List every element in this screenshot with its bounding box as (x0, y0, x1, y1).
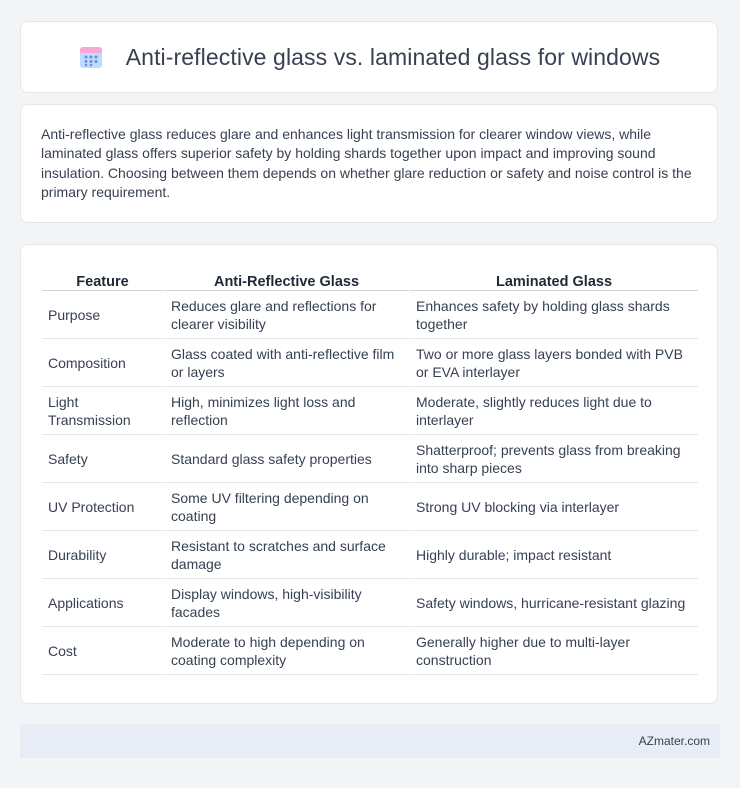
row-anti-reflective-value: Reduces glare and reflections for clearer visibility (163, 291, 408, 339)
table-row (42, 435, 698, 483)
table-row (42, 387, 698, 435)
table-header-row (42, 267, 698, 291)
column-header-feature: Feature (42, 267, 163, 291)
table-row (42, 531, 698, 579)
table-row (42, 339, 698, 387)
row-anti-reflective-value: Resistant to scratches and surface damage (163, 531, 408, 579)
table-row (42, 579, 698, 627)
comparison-table (42, 267, 698, 675)
row-feature: Purpose (42, 291, 163, 339)
row-feature: Durability (42, 531, 163, 579)
row-anti-reflective-value: Moderate to high depending on coating complexity (163, 627, 408, 675)
row-laminated-value: Safety windows, hurricane-resistant glazing (408, 579, 698, 627)
column-header-laminated: Laminated Glass (408, 267, 698, 291)
page-title: Anti-reflective glass vs. laminated glass for windows (125, 43, 661, 70)
row-feature: UV Protection (42, 483, 163, 531)
row-laminated-value: Generally higher due to multi-layer construction (408, 627, 698, 675)
footer-bar (20, 724, 720, 758)
row-feature: Composition (42, 339, 163, 387)
row-feature: Cost (42, 627, 163, 675)
table-row (42, 483, 698, 531)
column-header-anti-reflective: Anti-Reflective Glass (163, 267, 408, 291)
comparison-card (20, 244, 718, 704)
row-anti-reflective-value: Display windows, high-visibility facades (163, 579, 408, 627)
row-anti-reflective-value: Standard glass safety properties (163, 435, 408, 483)
calendar-grid-icon (78, 44, 104, 70)
row-laminated-value: Moderate, slightly reduces light due to interlayer (408, 387, 698, 435)
intro-paragraph: Anti-reflective glass reduces glare and enhances light transmission for clearer window views, while laminated glass offers superior safety by holding shards together upon impact and improving sound insulation. Choosing between them depends on whether glare reduction or safety and noise control is the primary requirement. (41, 126, 692, 201)
row-laminated-value: Highly durable; impact resistant (408, 531, 698, 579)
row-laminated-value: Strong UV blocking via interlayer (408, 483, 698, 531)
row-anti-reflective-value: Glass coated with anti-reflective film or layers (163, 339, 408, 387)
row-anti-reflective-value: High, minimizes light loss and reflection (163, 387, 408, 435)
table-row (42, 627, 698, 675)
row-laminated-value: Two or more glass layers bonded with PVB or EVA interlayer (408, 339, 698, 387)
row-anti-reflective-value: Some UV filtering depending on coating (163, 483, 408, 531)
row-feature: Safety (42, 435, 163, 483)
title-card (20, 21, 718, 93)
row-laminated-value: Enhances safety by holding glass shards together (408, 291, 698, 339)
row-laminated-value: Shatterproof; prevents glass from breaking into sharp pieces (408, 435, 698, 483)
intro-card (20, 104, 718, 223)
row-feature: Light Transmission (42, 387, 163, 435)
footer-brand[interactable]: AZmater.com (638, 734, 710, 748)
row-feature: Applications (42, 579, 163, 627)
table-row (42, 291, 698, 339)
